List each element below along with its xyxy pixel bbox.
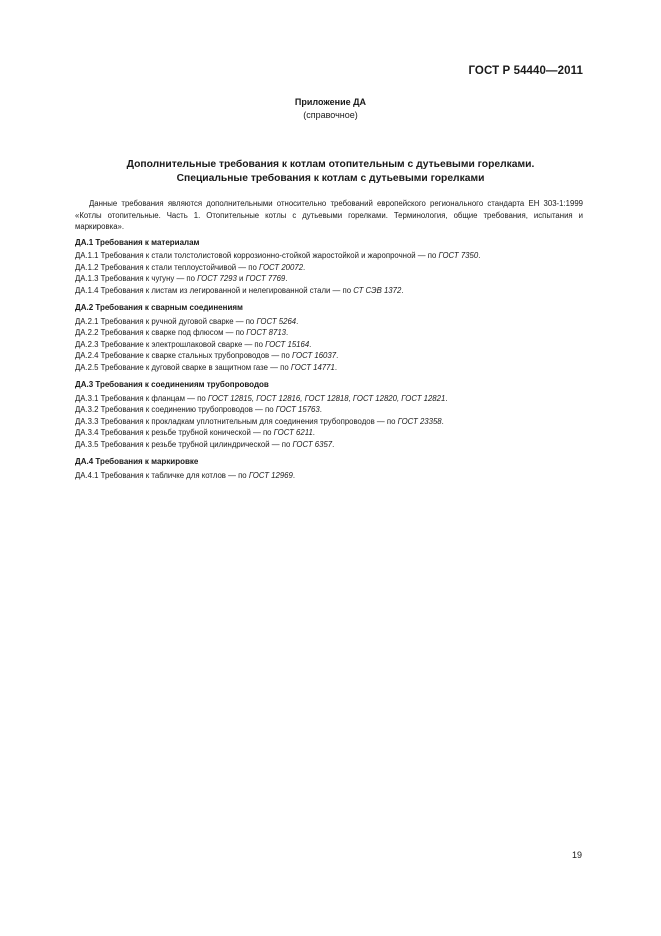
item-end: . (319, 405, 322, 414)
requirement-item (75, 393, 583, 405)
item-end: . (285, 274, 288, 283)
requirement-item (75, 250, 583, 262)
item-end: . (296, 316, 299, 326)
appendix-kind: (справочное) (303, 110, 358, 120)
requirement-text: ДА.2.5 Требование к дуговой сварке в защитном газе — по (75, 362, 291, 372)
requirement-item (75, 285, 583, 297)
standard-reference: ГОСТ 5264 (256, 316, 297, 326)
section-4 (75, 456, 583, 481)
requirement-item (75, 339, 583, 351)
standard-reference: ГОСТ 16037 (292, 351, 337, 360)
requirement-text: ДА.2.4 Требование к сварке стальных трубопроводов — по (75, 351, 293, 360)
requirement-text: ДА.2.2 Требования к сварке под флюсом — по (75, 328, 247, 337)
requirement-text: ДА.3.5 Требования к резьбе трубной цилиндрической — по (75, 439, 293, 449)
requirement-item (75, 416, 583, 428)
conjunction: и (236, 274, 246, 283)
requirement-text: ДА.3.4 Требования к резьбе трубной конической — по (75, 428, 274, 437)
item-end: . (303, 262, 306, 272)
standard-reference: ГОСТ 7350 (438, 251, 479, 260)
item-end: . (401, 285, 404, 295)
requirement-item (75, 262, 583, 274)
requirement-item (75, 439, 583, 451)
standard-reference: ГОСТ 8713 (246, 328, 286, 337)
appendix-body (75, 198, 583, 487)
standard-reference: СТ СЭВ 1372 (353, 285, 402, 295)
item-end: . (332, 439, 335, 449)
appendix-label: Приложение ДА (294, 97, 367, 107)
section-3 (75, 379, 583, 450)
requirement-text: ДА.1.4 Требования к листам из легированной и нелегированной стали — по (75, 285, 354, 295)
requirement-item (75, 316, 583, 328)
section-heading: ДА.1 Требования к материалам (75, 237, 200, 247)
section-1 (75, 237, 583, 297)
standard-reference: ГОСТ 20072 (259, 262, 304, 272)
requirement-text: ДА.2.1 Требования к ручной дуговой сварке — по (75, 316, 257, 326)
requirement-item (75, 404, 583, 416)
requirement-item (75, 427, 583, 439)
standard-reference: ГОСТ 14771 (290, 362, 335, 372)
title-line-1: Дополнительные требования к котлам отопительным с дутьевыми горелками. (126, 159, 535, 170)
item-end: . (286, 328, 289, 337)
standard-reference: ГОСТ 12815, ГОСТ 12816, ГОСТ 12818, ГОСТ 12820, ГОСТ 12821 (207, 393, 446, 403)
requirement-text: ДА.4.1 Требования к табличке для котлов — по (75, 470, 249, 480)
intro-paragraph: Данные требования являются дополнительными относительно требований европейского регионального стандарта ЕН 303-1:1999 «Котлы отопительные. Часть 1. Отопительные котлы с дутьевыми горелками. Терминология, общие требования, испытания и маркировка». (75, 199, 583, 231)
requirement-text: ДА.1.2 Требования к стали теплоустойчивой — по (75, 262, 259, 272)
requirement-item (75, 327, 583, 339)
requirement-item (75, 350, 583, 362)
item-end: . (478, 251, 481, 260)
standard-reference: ГОСТ 23358 (397, 416, 442, 426)
item-end: . (445, 393, 448, 403)
sections (75, 237, 583, 482)
title-line-2: Специальные требования к котлам с дутьевыми горелками (176, 173, 485, 184)
requirement-text: ДА.3.3 Требования к прокладкам уплотнительным для соединения трубопроводов — по (75, 416, 398, 426)
item-end: . (292, 470, 296, 480)
appendix-heading (0, 96, 661, 122)
standard-reference: ГОСТ 15763 (275, 405, 320, 414)
section-heading: ДА.4 Требования к маркировке (75, 457, 199, 466)
section-heading: ДА.3 Требования к соединениям трубопроводов (75, 380, 269, 389)
item-end: . (312, 428, 315, 437)
standard-reference: ГОСТ 7293 (197, 274, 237, 283)
standard-reference: ГОСТ 6211 (273, 428, 313, 437)
appendix-title (60, 158, 601, 186)
standard-reference: ГОСТ 7769 (245, 274, 286, 283)
requirement-text: ДА.1.3 Требования к чугуну — по (75, 274, 198, 283)
requirement-text: ДА.2.3 Требование к электрошлаковой сварке — по (75, 339, 266, 349)
requirement-text: ДА.3.2 Требования к соединению трубопроводов — по (75, 405, 276, 414)
requirement-item (75, 470, 583, 482)
page-number: 19 (571, 850, 582, 860)
requirement-item (75, 362, 583, 374)
standard-reference: ГОСТ 6357 (292, 439, 333, 449)
section-2 (75, 302, 583, 373)
section-heading: ДА.2 Требования к сварным соединениям (75, 303, 243, 312)
item-end: . (441, 416, 444, 426)
requirement-text: ДА.3.1 Требования к фланцам — по (75, 393, 208, 403)
item-end: . (309, 339, 312, 349)
item-end: . (336, 351, 339, 360)
standard-reference: ГОСТ 15164 (265, 339, 310, 349)
item-end: . (334, 362, 338, 372)
standard-reference: ГОСТ 12969 (248, 470, 293, 480)
requirement-item (75, 273, 583, 285)
document-code: ГОСТ Р 54440—2011 (468, 65, 583, 77)
requirement-text: ДА.1.1 Требования к стали толстолистовой коррозионно-стойкой жаростойкой и жаропрочной — по (75, 251, 439, 260)
